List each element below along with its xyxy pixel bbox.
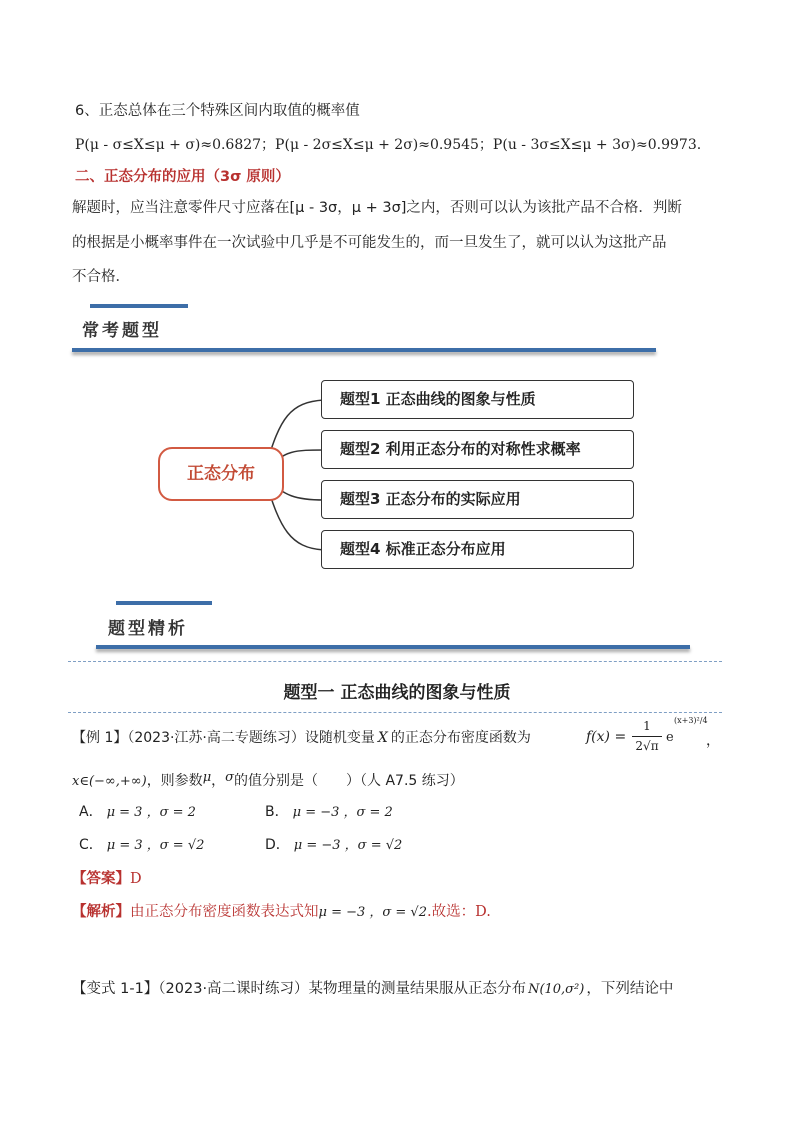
item6-title: 6、正态总体在三个特殊区间内取值的概率值	[75, 103, 360, 119]
banner-accent-bar	[90, 304, 188, 308]
analysis-text: 由正态分布密度函数表达式知	[130, 904, 319, 920]
option-c	[79, 834, 204, 854]
option-c-label: C．	[79, 837, 103, 853]
answer-label: 【答案】	[72, 871, 130, 887]
option-d-label: D．	[265, 837, 290, 853]
section-heading: 题型一 正态曲线的图象与性质	[283, 683, 511, 703]
option-a-value: μ = 3 ，σ = 2	[106, 805, 196, 820]
example1-line1	[72, 728, 531, 748]
section2-line2: 的根据是小概率事件在一次试验中几乎是不可能发生的，而一旦发生了，就可以认为这批产品	[72, 235, 667, 251]
example1-comma: ，	[211, 773, 226, 789]
example1-line2	[72, 768, 464, 792]
example1-line2-text: ，则参数	[146, 773, 203, 789]
divider-top	[68, 661, 722, 662]
example1-prefix: 【例 1】（2023·江苏·高二专题练习）设随机变量	[72, 730, 375, 746]
option-b-label: B．	[265, 804, 289, 820]
example1-frac-den: 2√π	[635, 739, 659, 753]
example1-frac-num: 1	[643, 719, 651, 733]
answer	[72, 867, 142, 888]
mindmap-center-node: 正态分布	[158, 447, 284, 501]
mindmap-branch-2: 题型2 利用正态分布的对称性求概率	[321, 430, 634, 469]
example1-exp-base: e	[666, 730, 674, 745]
example1-sigma: σ	[225, 770, 235, 785]
answer-value: D	[130, 871, 142, 887]
type-analysis-banner	[96, 601, 696, 655]
example1-mu: μ	[202, 770, 212, 785]
mindmap-branch-1: 题型1 正态曲线的图象与性质	[321, 380, 634, 419]
variant1-text: 【变式 1-1】（2023·高二课时练习）某物理量的测量结果服从正态分布	[72, 981, 527, 997]
example1-var-x: X	[377, 730, 388, 746]
banner-accent-bar	[116, 601, 212, 605]
section2-line1: 解题时，应当注意零件尺寸应落在[μ - 3σ，μ + 3σ]之内，否则可以认为该批产品不合格．判断	[72, 200, 682, 216]
section2-title: 二、正态分布的应用（3σ 原则）	[75, 169, 290, 185]
variant1-tail: ，下列结论中	[586, 981, 674, 997]
example1-exp-power: (x+3)²/4	[674, 716, 708, 725]
option-a	[79, 801, 196, 821]
banner-underline	[96, 645, 690, 649]
option-b	[265, 801, 393, 821]
type-analysis-title: 题型精析	[108, 619, 188, 639]
analysis-math: μ = −3 ，σ = √2	[318, 905, 427, 920]
example1-frac-bar	[632, 736, 662, 737]
option-c-value: μ = 3 ，σ = √2	[106, 838, 205, 853]
mindmap-branch-3: 题型3 正态分布的实际应用	[321, 480, 634, 519]
item6-formula: P(μ - σ≤X≤μ + σ)≈0.6827；P(μ - 2σ≤X≤μ + 2σ)≈0.9545；P(u - 3σ≤X≤μ + 3σ)≈0.9973.	[75, 137, 702, 153]
analysis-label: 【解析】	[72, 904, 130, 920]
example1-tail: ，	[706, 733, 720, 749]
common-types-banner	[72, 304, 656, 358]
example1-line2-end: 的值分别是（ ）（人 A7.5 练习）	[234, 773, 464, 789]
example1-fx: f(x) =	[586, 729, 627, 745]
divider-bottom	[68, 712, 722, 713]
analysis	[72, 900, 491, 921]
variant1	[72, 977, 673, 998]
analysis-end: .故选：D.	[427, 904, 491, 920]
banner-underline	[72, 348, 656, 352]
mindmap-branch-4: 题型4 标准正态分布应用	[321, 530, 634, 569]
variant1-dist: N(10,σ²)	[528, 982, 585, 997]
option-b-value: μ = −3 ，σ = 2	[292, 805, 393, 820]
common-types-title: 常考题型	[82, 321, 162, 341]
section2-line3: 不合格．	[72, 269, 130, 285]
option-d-value: μ = −3 ，σ = √2	[293, 838, 403, 853]
option-a-label: A．	[79, 804, 103, 820]
example1-mid: 的正态分布密度函数为	[390, 730, 531, 746]
option-d	[265, 834, 402, 854]
example1-domain: x∈(−∞,+∞)	[72, 774, 147, 789]
